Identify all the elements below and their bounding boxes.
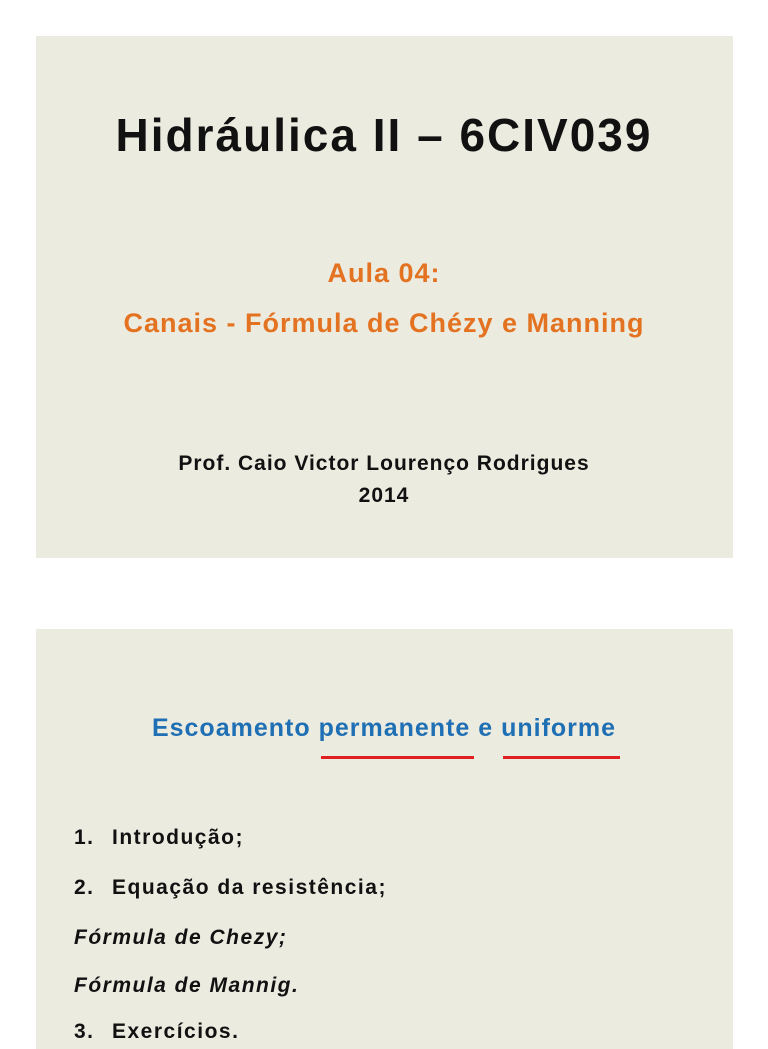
agenda-item-label: Exercícios. [112, 1020, 240, 1043]
agenda-item-label: Fórmula de Chezy; [74, 926, 288, 949]
red-underline [503, 756, 620, 759]
agenda-item [74, 826, 244, 850]
agenda-item-label: Equação da resistência; [112, 876, 387, 899]
agenda-item-number: 2. [74, 876, 95, 899]
heading-word-permanente [319, 714, 471, 743]
heading-word-1: permanente [318, 714, 471, 742]
agenda-item-number: 3. [74, 1020, 95, 1043]
heading-word-2: uniforme [501, 714, 617, 742]
author-name: Prof. Caio Victor Lourenço Rodrigues [178, 452, 590, 475]
lesson-topic: Canais - Fórmula de Chézy e Manning [123, 308, 645, 338]
heading-connector: e [478, 714, 494, 742]
agenda-subitem [74, 974, 299, 998]
heading-prefix: Escoamento [151, 714, 311, 742]
course-title: Hidráulica II – 6CIV039 [115, 109, 653, 161]
heading-word-uniforme [501, 714, 616, 743]
agenda-item [74, 876, 387, 900]
agenda-item-label: Introdução; [112, 826, 244, 849]
red-underline [321, 756, 475, 759]
agenda-subitem [74, 926, 287, 950]
agenda-item-label: Fórmula de Mannig. [74, 974, 300, 997]
lesson-number: Aula 04: [327, 258, 441, 288]
section-heading [0, 714, 768, 743]
year: 2014 [358, 484, 410, 507]
agenda-item-number: 1. [74, 826, 95, 849]
